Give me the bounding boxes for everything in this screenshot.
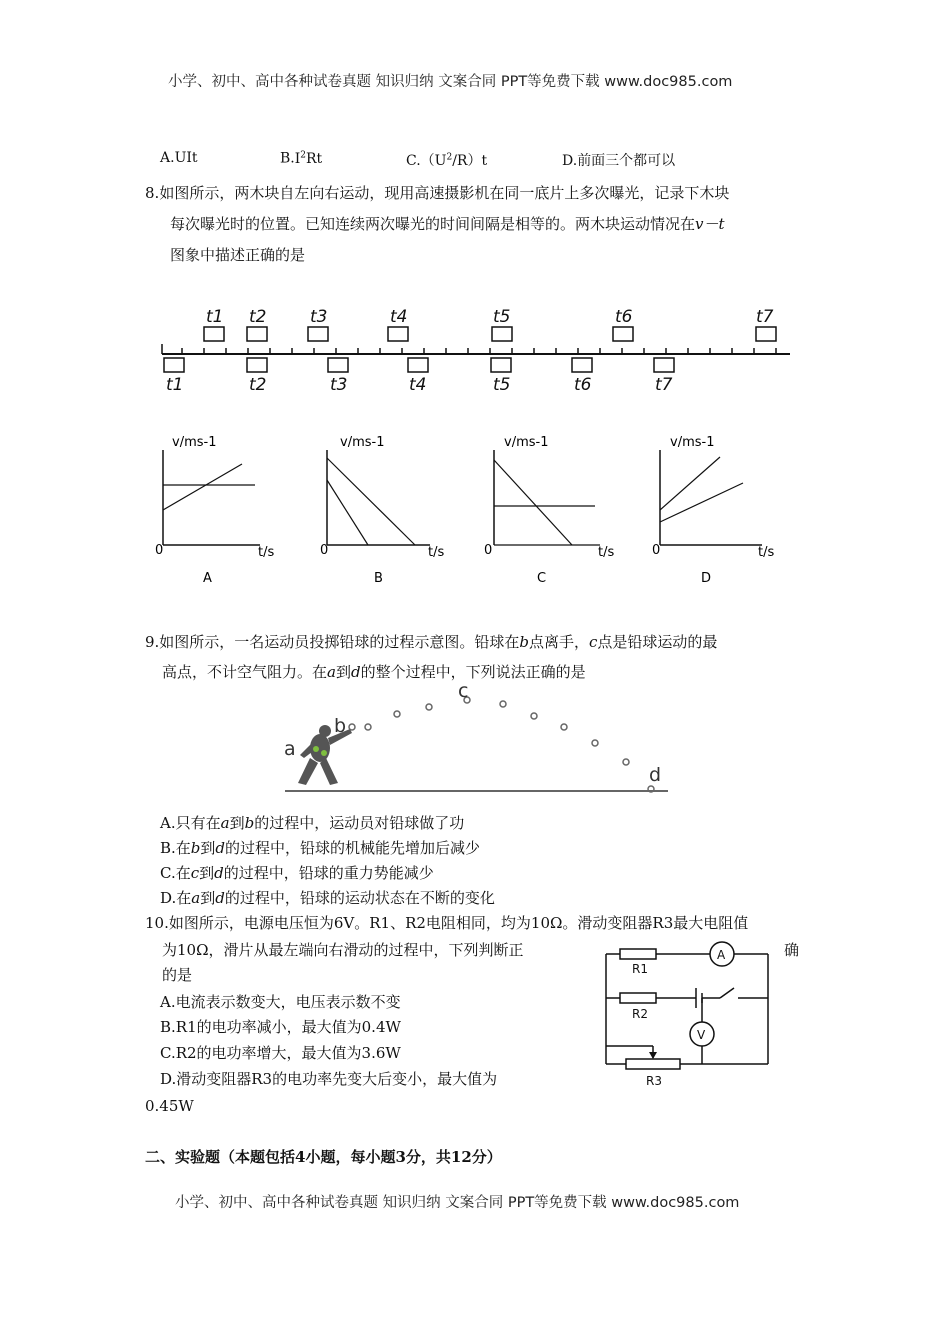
top-label-4: t4 xyxy=(390,307,408,327)
top-label-5: t5 xyxy=(493,307,511,327)
bottom-block-3 xyxy=(328,358,348,372)
q10-circuit-diagram xyxy=(598,938,776,1098)
svg-text:t/s: t/s xyxy=(598,545,615,560)
graph-b-label: B xyxy=(374,571,383,586)
graph-c xyxy=(484,435,614,586)
q7-option-a: A.UIt xyxy=(160,150,198,166)
q10-option-b: B.R1的电功率减小，最大值为0.4W xyxy=(160,1018,401,1036)
q10-line1: 10.如图所示，电源电压恒为6V。R1、R2电阻相同，均为10Ω。滑动变阻器R3最大电阻值 xyxy=(145,914,749,932)
q10-line2: 为10Ω，滑片从最左端向右滑动的过程中，下列判断正 xyxy=(162,941,524,959)
q10-line2-tail: 确 xyxy=(784,941,800,959)
top-label-2: t2 xyxy=(249,307,267,327)
q9-option-c: C.在c到d的过程中，铅球的重力势能减少 xyxy=(160,864,434,882)
q8-line1: 8.如图所示，两木块自左向右运动，现用高速摄影机在同一底片上多次曝光，记录下木块 xyxy=(145,184,730,202)
resistor-r3 xyxy=(626,1059,680,1069)
trajectory-points xyxy=(349,697,654,792)
fig-label-b: b xyxy=(334,715,347,737)
q9-option-b: B.在b到d的过程中，铅球的机械能先增加后减少 xyxy=(160,839,481,857)
page-footer: 小学、初中、高中各种试卷真题 知识归纳 文案合同 PPT等免费下载 www.doc985.com xyxy=(175,1195,740,1211)
bottom-label-2: t2 xyxy=(249,375,267,395)
top-block-7 xyxy=(756,327,776,341)
top-block-1 xyxy=(204,327,224,341)
section-2-title: 二、实验题（本题包括4小题，每小题3分，共12分） xyxy=(145,1148,502,1166)
top-label-7: t7 xyxy=(756,307,774,327)
q10-option-a: A.电流表示数变大，电压表示数不变 xyxy=(160,993,401,1011)
graph-a xyxy=(155,435,274,586)
bottom-label-7: t7 xyxy=(655,375,673,395)
q9-option-d: D.在a到d的过程中，铅球的运动状态在不断的变化 xyxy=(160,889,495,907)
strip-ticks xyxy=(162,344,776,354)
label-r3: R3 xyxy=(646,1074,662,1088)
q9-line2: 高点，不计空气阻力。在a到d的整个过程中，下列说法正确的是 xyxy=(162,663,586,681)
q10-line3: 的是 xyxy=(162,966,193,984)
bottom-block-7 xyxy=(654,358,674,372)
label-a: A xyxy=(717,948,726,962)
svg-text:0: 0 xyxy=(484,543,493,558)
bottom-label-1: t1 xyxy=(166,375,184,395)
fig-label-c: c xyxy=(458,683,469,702)
graph-b xyxy=(320,435,444,586)
bottom-block-6 xyxy=(572,358,592,372)
bottom-block-1 xyxy=(164,358,184,372)
label-r2: R2 xyxy=(632,1007,648,1021)
top-block-2 xyxy=(247,327,267,341)
svg-text:0: 0 xyxy=(652,543,661,558)
q7-option-d: D.前面三个都可以 xyxy=(562,153,676,169)
top-block-6 xyxy=(613,327,633,341)
bottom-block-5 xyxy=(491,358,511,372)
graph-d xyxy=(652,435,774,586)
svg-text:t/s: t/s xyxy=(428,545,445,560)
page-header: 小学、初中、高中各种试卷真题 知识归纳 文案合同 PPT等免费下载 www.doc985.com xyxy=(168,74,733,90)
q7-option-c: $C.(U^2/R)t$ xyxy=(406,152,488,169)
graph-c-label: C xyxy=(537,571,547,586)
q10-option-d: D.滑动变阻器R3的电功率先变大后变小，最大值为 xyxy=(160,1070,498,1088)
svg-text:t/s: t/s xyxy=(258,545,275,560)
bottom-label-3: t3 xyxy=(330,375,348,395)
switch-icon xyxy=(720,988,734,998)
q9-option-a: A.只有在a到b的过程中，运动员对铅球做了功 xyxy=(160,814,465,832)
label-r1: R1 xyxy=(632,962,648,976)
bottom-block-4 xyxy=(408,358,428,372)
svg-text:v/ms-1: v/ms-1 xyxy=(340,435,385,450)
label-v: V xyxy=(697,1028,706,1042)
q7-option-b: $B.I^2Rt$ xyxy=(280,150,323,167)
q8-line3: 图象中描述正确的是 xyxy=(170,246,306,264)
fig-label-a: a xyxy=(284,738,296,760)
svg-text:0: 0 xyxy=(155,543,164,558)
q9-line1: 9.如图所示，一名运动员投掷铅球的过程示意图。铅球在b点离手，c点是铅球运动的最 xyxy=(145,633,718,651)
top-block-4 xyxy=(388,327,408,341)
q8-multiexposure-strip xyxy=(150,300,800,400)
resistor-r1 xyxy=(620,949,656,959)
bottom-label-4: t4 xyxy=(409,375,427,395)
top-block-5 xyxy=(492,327,512,341)
q10-option-d-tail: 0.45W xyxy=(145,1097,194,1115)
svg-text:0: 0 xyxy=(320,543,329,558)
svg-text:t/s: t/s xyxy=(758,545,775,560)
q9-shotput-figure xyxy=(280,683,670,798)
top-label-1: t1 xyxy=(206,307,224,327)
top-block-3 xyxy=(308,327,328,341)
graph-a-label: A xyxy=(203,571,212,586)
bottom-block-2 xyxy=(247,358,267,372)
top-label-3: t3 xyxy=(310,307,328,327)
q8-vt-graphs xyxy=(150,430,800,590)
svg-text:v/ms-1: v/ms-1 xyxy=(504,435,549,450)
q10-option-c: C.R2的电功率增大，最大值为3.6W xyxy=(160,1044,401,1062)
fig-label-d: d xyxy=(649,764,662,786)
resistor-r2 xyxy=(620,993,656,1003)
svg-text:v/ms-1: v/ms-1 xyxy=(172,435,217,450)
q8-line2: 每次曝光时的位置。已知连续两次曝光的时间间隔是相等的。两木块运动情况在v－t xyxy=(170,215,725,233)
top-label-6: t6 xyxy=(615,307,633,327)
svg-text:v/ms-1: v/ms-1 xyxy=(670,435,715,450)
graph-d-label: D xyxy=(701,571,712,586)
bottom-label-6: t6 xyxy=(574,375,592,395)
bottom-label-5: t5 xyxy=(493,375,511,395)
